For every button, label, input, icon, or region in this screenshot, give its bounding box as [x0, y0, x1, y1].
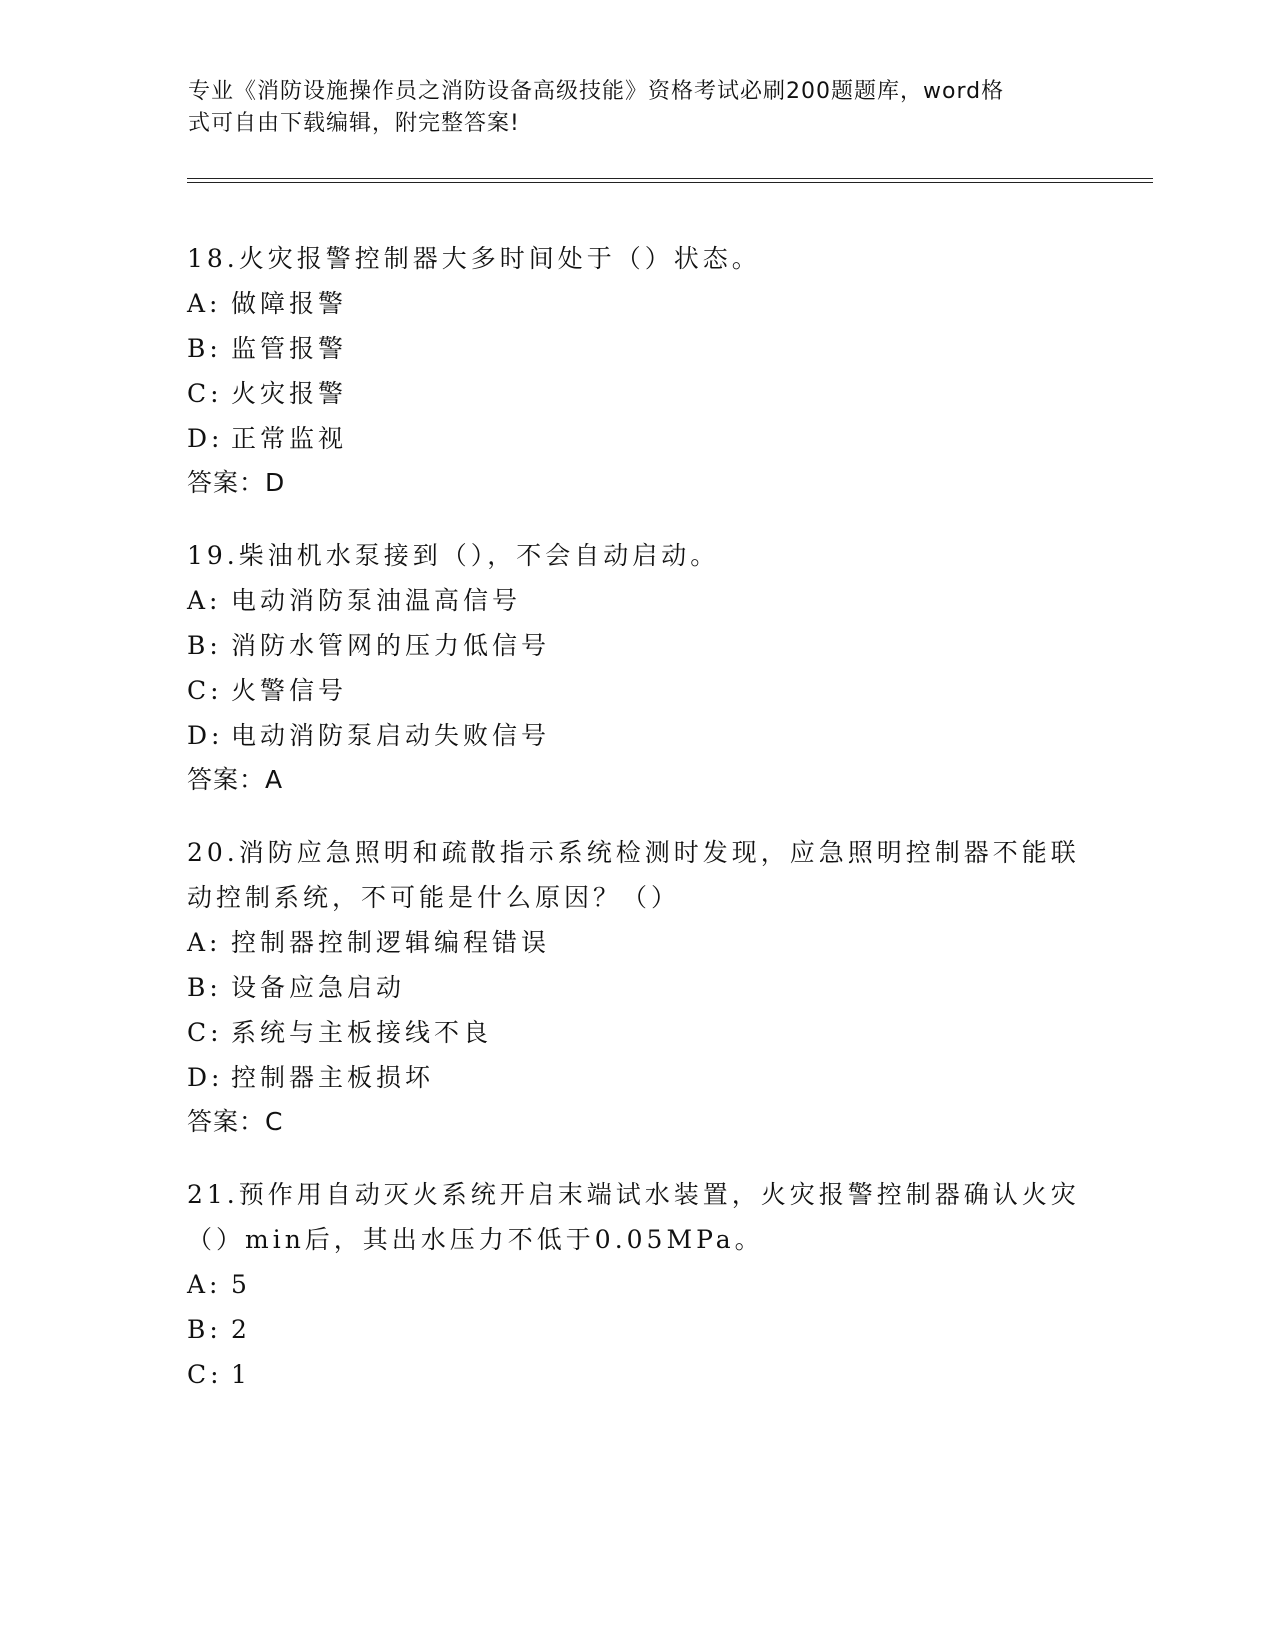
option-text: 控制器控制逻辑编程错误: [231, 928, 551, 957]
option-c: [187, 371, 1107, 416]
option-letter: B:: [187, 631, 222, 660]
option-b: [187, 1307, 1107, 1352]
option-letter: C:: [187, 1018, 223, 1047]
answer: 答案：A: [187, 765, 284, 794]
option-d: [187, 713, 1107, 758]
option-letter: D:: [187, 721, 224, 750]
option-text: 系统与主板接线不良: [231, 1018, 493, 1047]
question-20: [187, 830, 1107, 1144]
option-b: [187, 965, 1107, 1010]
question-text: 18.火灾报警控制器大多时间处于（）状态。: [187, 244, 761, 273]
option-a: [187, 920, 1107, 965]
option-letter: C:: [187, 676, 223, 705]
question-text: 19.柴油机水泵接到（），不会自动启动。: [187, 541, 720, 570]
answer: 答案：D: [187, 468, 286, 497]
option-letter: B:: [187, 973, 222, 1002]
question-19: [187, 533, 1107, 802]
option-text: 控制器主板损坏: [231, 1063, 435, 1092]
option-b: [187, 326, 1107, 371]
option-b: [187, 623, 1107, 668]
option-c: [187, 668, 1107, 713]
option-letter: C:: [187, 379, 223, 408]
option-text: 火警信号: [231, 676, 348, 705]
option-letter: B:: [187, 334, 222, 363]
option-letter: B:: [187, 1315, 222, 1344]
option-letter: A:: [187, 1270, 222, 1299]
option-text: 电动消防泵油温高信号: [231, 586, 522, 615]
option-a: [187, 1262, 1107, 1307]
option-letter: D:: [187, 1063, 224, 1092]
header-line-1: 专业《消防设施操作员之消防设备高级技能》资格考试必刷200题题库，word格: [188, 79, 1005, 104]
option-text: 做障报警: [231, 289, 348, 318]
option-text: 5: [231, 1270, 251, 1299]
header-rule-bottom: [187, 182, 1153, 183]
question-text: 20.消防应急照明和疏散指示系统检测时发现，应急照明控制器不能联: [187, 838, 1080, 867]
option-a: [187, 281, 1107, 326]
question-text: 21.预作用自动灭火系统开启末端试水装置，火灾报警控制器确认火灾: [187, 1180, 1080, 1209]
option-d: [187, 416, 1107, 461]
option-letter: A:: [187, 586, 222, 615]
option-text: 2: [231, 1315, 251, 1344]
option-text: 设备应急启动: [231, 973, 406, 1002]
option-a: [187, 578, 1107, 623]
header-line-2: 式可自由下载编辑，附完整答案!: [188, 111, 520, 136]
answer: 答案：C: [187, 1107, 284, 1136]
option-c: [187, 1352, 1107, 1397]
option-text: 监管报警: [231, 334, 348, 363]
option-letter: D:: [187, 424, 224, 453]
question-text-continued: 动控制系统，不可能是什么原因？（）: [187, 883, 681, 912]
option-letter: C:: [187, 1360, 223, 1389]
question-18: [187, 236, 1107, 505]
option-letter: A:: [187, 928, 222, 957]
option-text: 电动消防泵启动失败信号: [231, 721, 551, 750]
header-rule-top: [187, 178, 1153, 179]
option-d: [187, 1055, 1107, 1100]
option-text: 正常监视: [231, 424, 348, 453]
option-text: 1: [231, 1360, 251, 1389]
option-letter: A:: [187, 289, 222, 318]
question-list: [187, 236, 1107, 1425]
option-text: 火灾报警: [231, 379, 348, 408]
option-c: [187, 1010, 1107, 1055]
option-text: 消防水管网的压力低信号: [231, 631, 551, 660]
question-text-continued: （）min后，其出水压力不低于0.05MPa。: [187, 1225, 764, 1254]
document-header: [188, 76, 1078, 140]
question-21: [187, 1172, 1107, 1397]
